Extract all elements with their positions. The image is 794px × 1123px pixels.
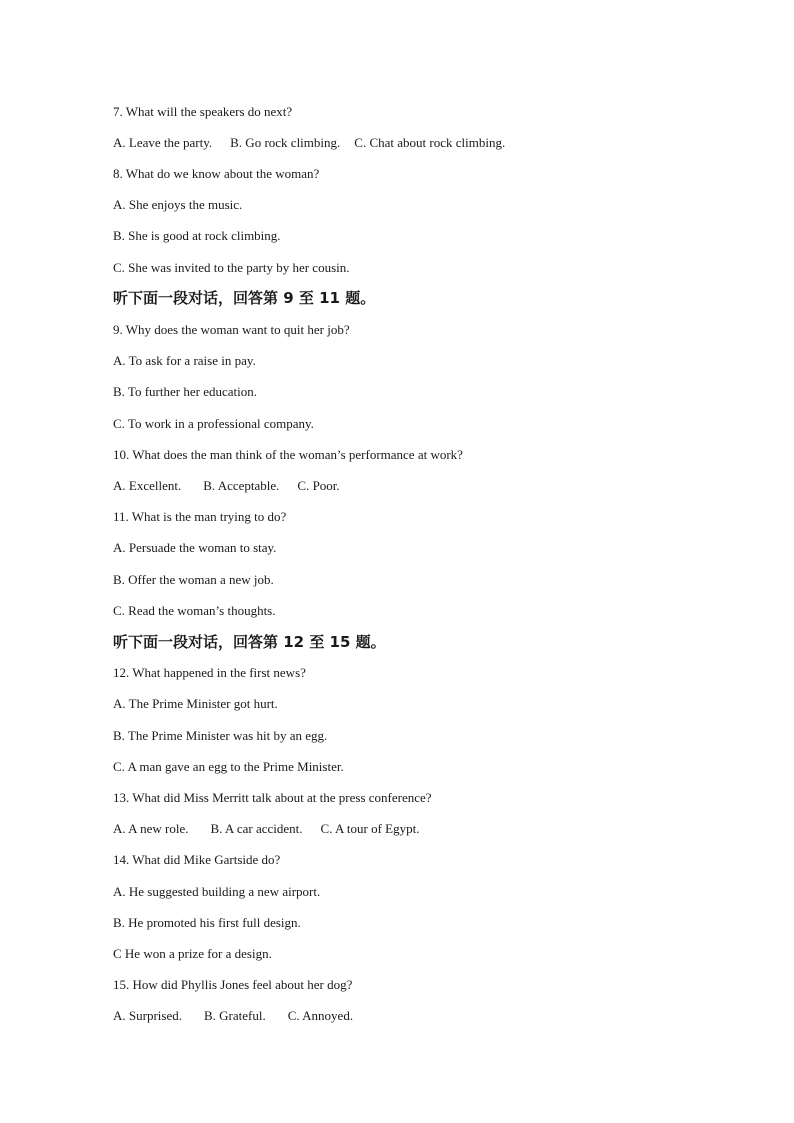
q14-option-a: A. He suggested building a new airport. [113,884,321,899]
q15-option-a: A. Surprised. [113,1008,182,1023]
q8-option-b: B. She is good at rock climbing. [113,228,281,243]
q13-option-c: C. A tour of Egypt. [320,821,420,836]
q13-option-b: B. A car accident. [210,821,303,836]
q9-option-c: C. To work in a professional company. [113,416,314,431]
q8-option-a: A. She enjoys the music. [113,197,243,212]
q9-option-a: A. To ask for a raise in pay. [113,353,256,368]
question-15: 15. How did Phyllis Jones feel about her dog? [113,977,353,992]
q7-option-a: A. Leave the party. [113,135,213,150]
q14-option-c: C He won a prize for a design. [113,946,272,961]
q7-option-c: C. Chat about rock climbing. [354,135,506,150]
section-heading-12-15: 听下面一段对话，回答第 12 至 15 题。 [113,633,386,651]
question-14: 14. What did Mike Gartside do? [113,852,281,867]
question-10: 10. What does the man think of the woman’s performance at work? [113,447,463,462]
q11-option-a: A. Persuade the woman to stay. [113,540,277,555]
q12-option-b: B. The Prime Minister was hit by an egg. [113,728,328,743]
question-11: 11. What is the man trying to do? [113,509,287,524]
q11-option-c: C. Read the woman’s thoughts. [113,603,276,618]
q7-option-b: B. Go rock climbing. [230,135,341,150]
q12-option-c: C. A man gave an egg to the Prime Minister. [113,759,344,774]
question-7-options [113,134,505,152]
q12-option-a: A. The Prime Minister got hurt. [113,696,278,711]
question-13-options [113,820,419,838]
question-8: 8. What do we know about the woman? [113,166,320,181]
q13-option-a: A. A new role. [113,821,189,836]
question-10-options [113,477,340,495]
q9-option-b: B. To further her education. [113,384,257,399]
q11-option-b: B. Offer the woman a new job. [113,572,274,587]
q10-option-a: A. Excellent. [113,478,182,493]
q14-option-b: B. He promoted his first full design. [113,915,301,930]
question-7: 7. What will the speakers do next? [113,104,293,119]
question-9: 9. Why does the woman want to quit her job? [113,322,350,337]
q8-option-c: C. She was invited to the party by her cousin. [113,260,350,275]
q10-option-c: C. Poor. [297,478,340,493]
q15-option-c: C. Annoyed. [287,1008,354,1023]
question-12: 12. What happened in the first news? [113,665,306,680]
q15-option-b: B. Grateful. [203,1008,266,1023]
section-heading-9-11: 听下面一段对话，回答第 9 至 11 题。 [113,289,376,307]
question-13: 13. What did Miss Merritt talk about at the press conference? [113,790,432,805]
question-15-options [113,1007,353,1025]
q10-option-b: B. Acceptable. [203,478,280,493]
